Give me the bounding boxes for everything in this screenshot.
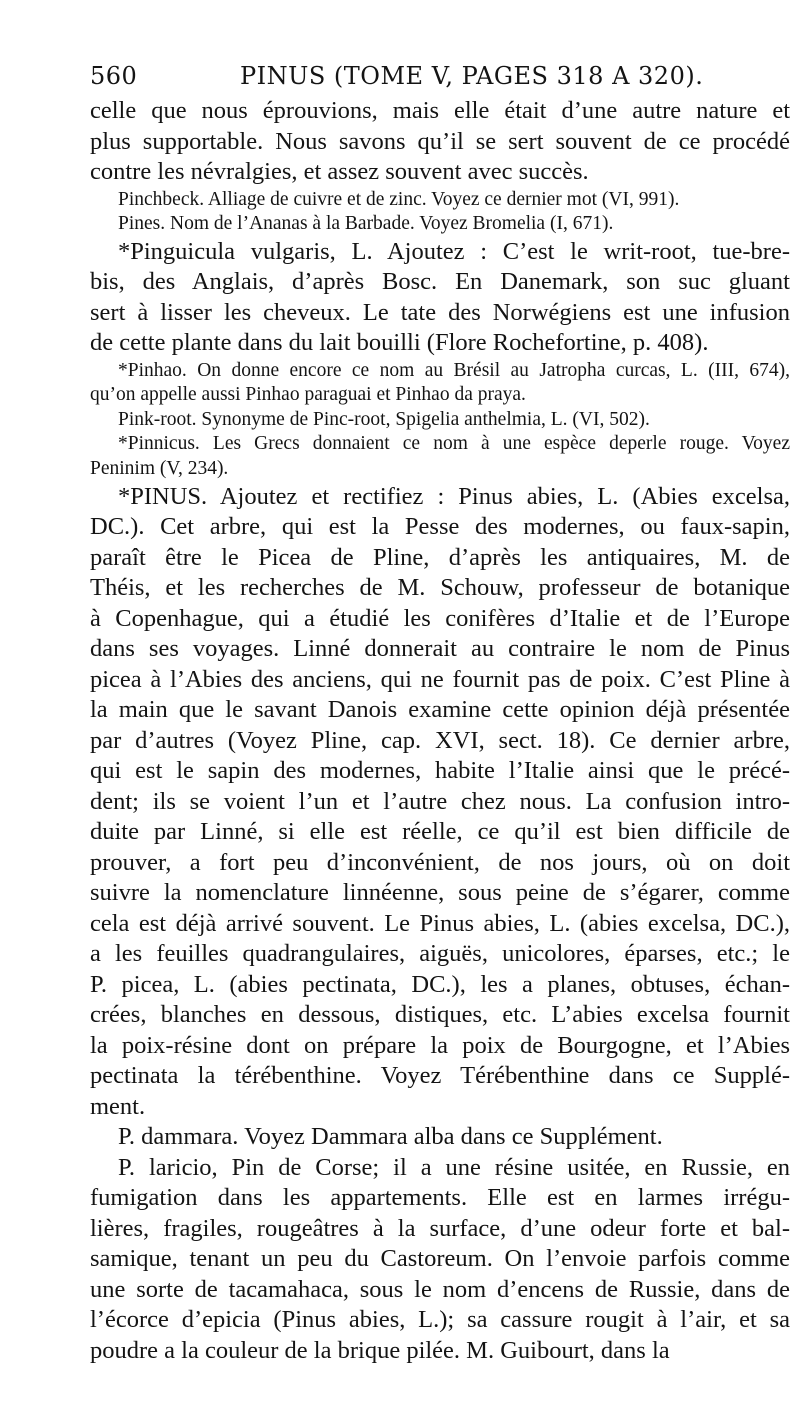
text-line: P. dammara. Voyez Dammara alba dans ce Supplément. <box>118 1123 663 1151</box>
page-body <box>90 96 790 1366</box>
text-line: *Pinguicula vulgaris, L. Ajoutez : C’est le writ-root, tue-bre- <box>118 237 790 265</box>
text-line: plus supportable. Nous savons qu’il se sert souvent de ce procédé <box>90 127 790 155</box>
text-line: DC.). Cet arbre, qui est la Pesse des modernes, ou faux-sapin, <box>90 513 790 541</box>
paragraph-p5 <box>90 359 790 408</box>
text-line: dans ses voyages. Linné donnerait au contraire le nom de Pinus <box>90 635 790 663</box>
running-header <box>90 62 704 90</box>
text-line: Pink-root. Synonyme de Pinc-root, Spigelia anthelmia, L. (VI, 502). <box>118 408 650 430</box>
paragraph-p9 <box>90 1122 790 1153</box>
paragraph-p1 <box>90 96 790 188</box>
text-line: picea à l’Abies des anciens, qui ne fournit pas de poix. C’est Pline à <box>90 665 790 693</box>
text-line: lières, fragiles, rougeâtres à la surface, d’une odeur forte et bal- <box>90 1214 790 1242</box>
text-line: une sorte de tacamahaca, sous le nom d’encens de Russie, dans de <box>90 1275 790 1303</box>
text-line: suivre la nomenclature linnéenne, sous peine de s’égarer, comme <box>90 879 790 907</box>
text-line: celle que nous éprouvions, mais elle était d’une autre nature et <box>90 97 790 124</box>
text-line: *Pinhao. On donne encore ce nom au Brésil au Jatropha curcas, L. (III, 674), <box>118 359 790 381</box>
text-line: la poix-résine dont on prépare la poix de Bourgogne, et l’Abies <box>90 1031 790 1059</box>
paragraph-p6 <box>90 408 790 433</box>
text-line: contre les névralgies, et assez souvent avec succès. <box>90 158 589 185</box>
text-line: poudre a la couleur de la brique pilée. M. Guibourt, dans la <box>90 1336 670 1364</box>
text-line: cela est déjà arrivé souvent. Le Pinus abies, L. (abies excelsa, DC.), <box>90 909 790 937</box>
text-line: par d’autres (Voyez Pline, cap. XVI, sect. 18). Ce dernier arbre, <box>90 726 790 754</box>
text-line: Théis, et les recherches de M. Schouw, professeur de botanique <box>90 574 790 602</box>
text-line: la main que le savant Danois examine cette opinion déjà présentée <box>90 696 790 724</box>
text-line: P. picea, L. (abies pectinata, DC.), les a planes, obtuses, échan- <box>90 970 790 998</box>
text-line: *Pinnicus. Les Grecs donnaient ce nom à une espèce deperle rouge. Voyez <box>118 433 790 455</box>
text-line: paraît être le Picea de Pline, d’après les antiquaires, M. de <box>90 543 790 571</box>
text-line: Peninim (V, 234). <box>90 458 229 480</box>
paragraph-p3 <box>90 212 790 237</box>
text-line: sert à lisser les cheveux. Le tate des Norwégiens est une infusion <box>90 298 790 326</box>
page-number: 560 <box>90 62 138 90</box>
text-line: bis, des Anglais, d’après Bosc. En Danemark, son suc gluant <box>90 268 790 296</box>
text-line: à Copenhague, qui a étudié les conifères d’Italie et de l’Europe <box>90 604 790 632</box>
text-line: a les feuilles quadrangulaires, aiguës, unicolores, éparses, etc.; le <box>90 940 790 968</box>
text-line: ment. <box>90 1092 146 1120</box>
paragraph-p2 <box>90 188 790 213</box>
text-line: dent; ils se voient l’un et l’autre chez nous. La confusion intro- <box>90 787 790 815</box>
running-title: PINUS (TOME V, PAGES 318 A 320). <box>240 62 704 90</box>
text-line: Pines. Nom de l’Ananas à la Barbade. Voyez Bromelia (I, 671). <box>118 213 614 235</box>
text-line: fumigation dans les appartements. Elle est en larmes irrégu- <box>90 1184 790 1212</box>
paragraph-p10 <box>90 1153 790 1367</box>
text-line: Pinchbeck. Alliage de cuivre et de zinc. Voyez ce dernier mot (VI, 991). <box>118 188 680 210</box>
paragraph-p8 <box>90 482 790 1123</box>
paragraph-p4 <box>90 237 790 359</box>
text-line: P. laricio, Pin de Corse; il a une résine usitée, en Russie, en <box>118 1153 790 1181</box>
text-line: qui est le sapin des modernes, habite l’Italie ainsi que le précé- <box>90 757 790 785</box>
text-line: de cette plante dans du lait bouilli (Flore Rochefortine, p. 408). <box>90 329 709 357</box>
text-line: duite par Linné, si elle est réelle, ce qu’il est bien difficile de <box>90 818 790 846</box>
text-line: l’écorce d’epicia (Pinus abies, L.); sa cassure rougit à l’air, et sa <box>90 1306 790 1334</box>
text-line: crées, blanches en dessous, distiques, etc. L’abies excelsa fournit <box>90 1001 790 1029</box>
text-line: pectinata la térébenthine. Voyez Térébenthine dans ce Supplé- <box>90 1062 790 1090</box>
paragraph-p7 <box>90 432 790 481</box>
text-line: prouver, a fort peu d’inconvénient, de nos jours, où on doit <box>90 848 790 876</box>
text-line: *PINUS. Ajoutez et rectifiez : Pinus abies, L. (Abies excelsa, <box>118 482 790 510</box>
text-line: samique, tenant un peu du Castoreum. On l’envoie parfois comme <box>90 1245 790 1273</box>
text-line: qu’on appelle aussi Pinhao paraguai et Pinhao da praya. <box>90 384 526 406</box>
